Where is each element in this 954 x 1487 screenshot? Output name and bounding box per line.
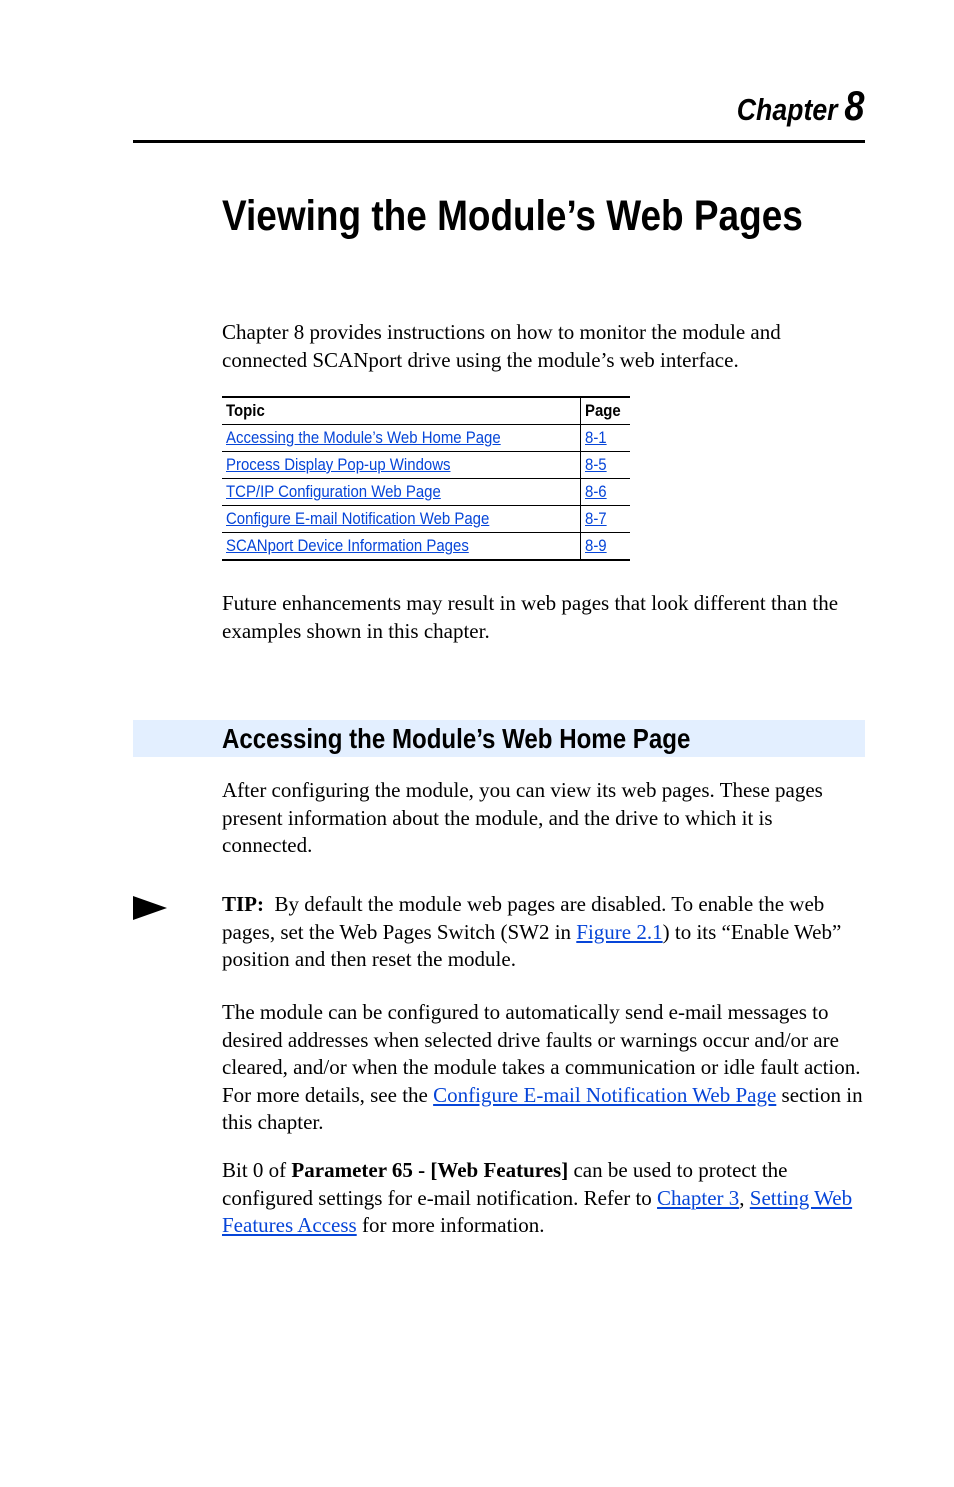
table-row <box>222 452 630 479</box>
table-row <box>222 506 630 533</box>
topic-link[interactable]: SCANport Device Information Pages <box>226 536 469 555</box>
topic-link[interactable]: TCP/IP Configuration Web Page <box>226 482 441 501</box>
intro-paragraph: Chapter 8 provides instructions on how to monitor the module and connected SCANport drive using the module’s web interface. <box>222 320 781 372</box>
parameter-name: Parameter 65 - [Web Features] <box>291 1158 569 1182</box>
page-title: Viewing the Module’s Web Pages <box>222 192 803 240</box>
page-link[interactable]: 8-7 <box>585 509 607 528</box>
topic-link[interactable]: Configure E-mail Notification Web Page <box>226 509 490 528</box>
parameter-paragraph <box>222 1157 867 1240</box>
email-config-link[interactable]: Configure E-mail Notification Web Page <box>433 1082 777 1107</box>
future-note-paragraph: Future enhancements may result in web pages that look different than the examples shown in this chapter. <box>222 591 839 643</box>
table-row <box>222 425 630 452</box>
page-link[interactable]: 8-1 <box>585 428 607 447</box>
section-title: Accessing the Module’s Web Home Page <box>222 723 691 754</box>
page-link[interactable]: 8-9 <box>585 536 607 555</box>
column-header-page: Page <box>581 397 630 425</box>
table-row <box>222 533 630 561</box>
tip-text: By default the module web pages are disabled. To enable the web pages, set the Web Pages Switch (SW2 in <box>222 892 825 944</box>
email-text-end: section in this chapter. <box>222 1082 863 1134</box>
page-link[interactable]: 8-5 <box>585 455 607 474</box>
parameter-text-end: for more information. <box>356 1213 545 1237</box>
header-rule <box>133 140 865 143</box>
web-features-access-link[interactable]: Setting Web Features Access <box>222 1185 853 1237</box>
tip-paragraph <box>222 891 867 974</box>
column-header-topic: Topic <box>222 397 581 425</box>
tip-label: TIP: <box>222 892 264 916</box>
section-paragraph: After configuring the module, you can view its web pages. These pages present information about the module, and the drive to which it is connected. <box>222 778 823 857</box>
chapter-number: 8 <box>843 82 864 129</box>
email-paragraph <box>222 999 867 1137</box>
email-text: The module can be configured to automatically send e-mail messages to desired addresses when selected drive faults or warnings occur and/or are cleared, and/or when the module takes a communication or idle fault action. For more details, see the <box>222 1000 861 1107</box>
tip-text-end: ) to its “Enable Web” position and then reset the module. <box>222 919 842 971</box>
topic-link[interactable]: Accessing the Module’s Web Home Page <box>226 428 501 447</box>
chapter-word: Chapter <box>736 92 838 127</box>
parameter-text: Bit 0 of <box>222 1158 292 1182</box>
topic-table <box>222 396 630 561</box>
table-header-row <box>222 397 630 425</box>
table-row <box>222 479 630 506</box>
tip-arrow-icon <box>133 896 167 920</box>
figure-link[interactable]: Figure 2.1 <box>576 919 663 944</box>
link-separator: , <box>739 1185 750 1210</box>
page-link[interactable]: 8-6 <box>585 482 607 501</box>
chapter-heading <box>736 82 864 130</box>
parameter-text-middle: can be used to protect the configured settings for e-mail notification. Refer to <box>222 1158 788 1210</box>
topic-link[interactable]: Process Display Pop-up Windows <box>226 455 451 474</box>
chapter-3-link[interactable]: Chapter 3 <box>657 1185 740 1210</box>
